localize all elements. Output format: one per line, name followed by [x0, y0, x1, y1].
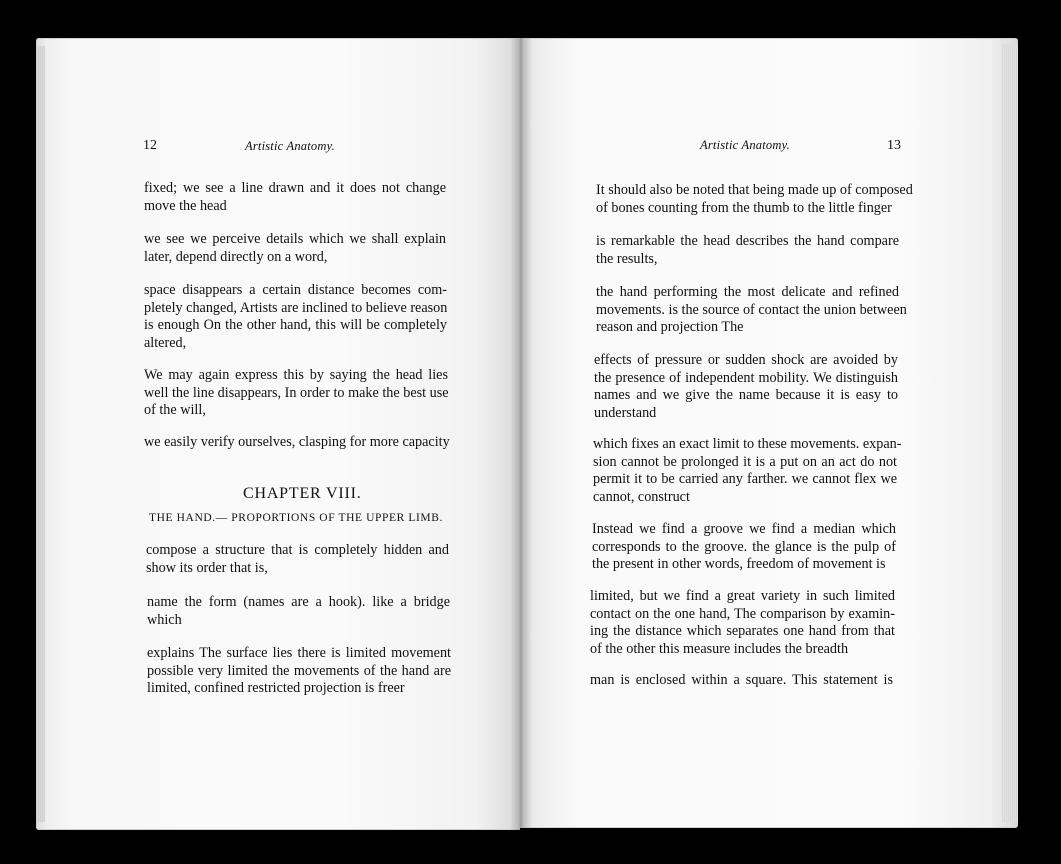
- text-line: later, depend directly on a word,: [144, 248, 328, 265]
- paragraph: [596, 284, 907, 337]
- paragraph: [147, 645, 451, 698]
- text-line: understand: [594, 404, 657, 421]
- text-line: the presence of independent mobility. We distinguish: [594, 369, 898, 386]
- text-line: well the line disappears, In order to make the best use: [144, 384, 449, 401]
- paragraph: [590, 588, 895, 658]
- right-page: [520, 38, 1018, 828]
- left-running-head: Artistic Anatomy.: [245, 139, 335, 153]
- text-line: pletely changed, Artists are inclined to believe reason: [144, 299, 448, 316]
- paragraph: [146, 542, 449, 577]
- text-line: of the other this measure includes the breadth: [590, 640, 849, 657]
- text-line: compose a structure that is completely hidden and: [146, 542, 449, 558]
- text-line: limited, confined restricted projection is freer: [147, 680, 405, 696]
- text-line: space disappears a certain distance becomes com-: [144, 282, 447, 298]
- text-line: possible very limited the movements of the hand are: [147, 662, 451, 679]
- text-line: the results,: [596, 250, 658, 267]
- paragraph: [144, 231, 446, 266]
- text-line: show its order that is,: [146, 559, 268, 576]
- text-line: of bones counting from the thumb to the little finger: [596, 199, 892, 216]
- text-line: is enough On the other hand, this will be completely: [144, 317, 447, 333]
- paragraph: [144, 367, 448, 420]
- text-line: corresponds to the groove. the glance is the pulp of: [592, 538, 896, 555]
- paragraph: [596, 233, 899, 268]
- text-line: sion cannot be prolonged it is a put on an act do not: [593, 453, 897, 470]
- text-line: We may again express this by saying the head lies: [144, 367, 448, 383]
- text-line: move the head: [144, 197, 227, 214]
- paragraph: [590, 672, 893, 690]
- text-line: limited, but we find a great variety in such limited: [590, 588, 895, 604]
- text-line: altered,: [144, 334, 187, 351]
- text-line: reason and projection The: [596, 319, 744, 335]
- paragraph: [593, 436, 902, 506]
- paragraph: [147, 594, 450, 629]
- text-line: name the form (names are a hook). like a bridge: [147, 594, 450, 610]
- text-line: movements. is the source of contact the union between: [596, 301, 907, 318]
- paragraph: [594, 352, 898, 422]
- text-line: fixed; we see a line drawn and it does not change: [144, 180, 446, 196]
- text-line: names and we give the name because it is easy to: [594, 387, 898, 403]
- paragraph: [144, 282, 447, 352]
- text-line: cannot, construct: [593, 488, 690, 505]
- text-line: is remarkable the head describes the hand compare: [596, 233, 899, 249]
- book-gutter: [510, 38, 532, 830]
- text-line: which: [147, 611, 182, 628]
- text-line: man is enclosed within a square. This statement is: [590, 672, 893, 688]
- text-line: ing the distance which separates one hand from that: [590, 623, 895, 639]
- chapter-title: CHAPTER VIII.: [243, 485, 362, 502]
- text-line: we see we perceive details which we shall explain: [144, 231, 446, 247]
- text-line: effects of pressure or sudden shock are avoided by: [594, 352, 898, 368]
- chapter-subtitle: THE HAND.— PROPORTIONS OF THE UPPER LIMB.: [149, 512, 443, 524]
- text-line: we easily verify ourselves, clasping for more capacity: [144, 434, 450, 450]
- left-page-number: 12: [143, 138, 157, 153]
- text-line: which fixes an exact limit to these movements. expan-: [593, 436, 902, 452]
- text-line: permit it to be carried any farther. we cannot flex we: [593, 471, 897, 487]
- text-line: the present in other words, freedom of movement is: [592, 556, 886, 572]
- text-line: of the will,: [144, 402, 206, 418]
- paragraph: [144, 434, 449, 452]
- right-running-head: Artistic Anatomy.: [700, 138, 790, 152]
- paragraph: [592, 521, 896, 574]
- text-line: It should also be noted that being made up of composed: [596, 182, 913, 198]
- right-page-number: 13: [887, 138, 901, 153]
- text-line: contact on the one hand, The comparison by examin-: [590, 605, 895, 622]
- paragraph: [596, 182, 913, 217]
- paragraph: [144, 180, 446, 215]
- text-line: Instead we find a groove we find a median which: [592, 521, 896, 537]
- text-line: explains The surface lies there is limited movement: [147, 645, 451, 661]
- text-line: the hand performing the most delicate and refined: [596, 284, 899, 300]
